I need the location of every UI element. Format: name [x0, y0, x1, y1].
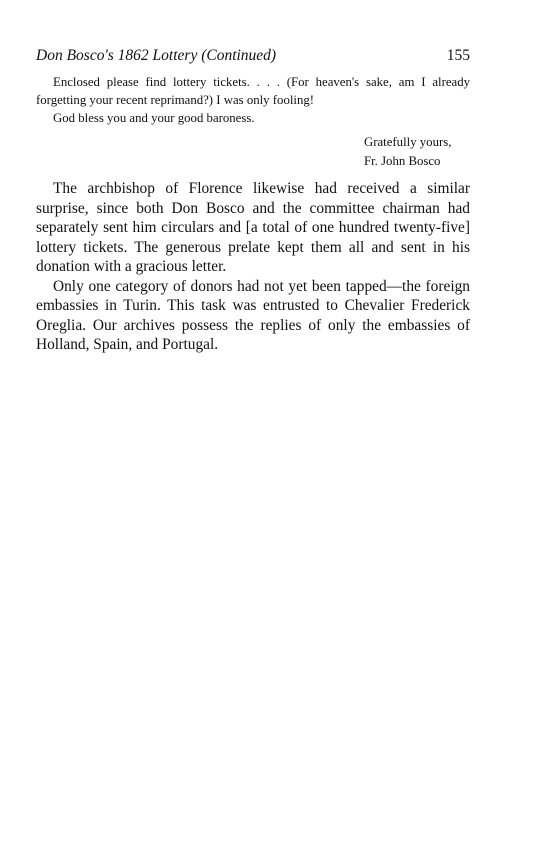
letter-paragraph: Enclosed please find lottery tickets. . . . (For heaven's sake, am I already forgetting your recent reprimand?) I was only fooling! [36, 75, 470, 107]
letter-paragraph: God bless you and your good baroness. [53, 111, 255, 125]
body-paragraph: Only one category of donors had not yet been tapped—the foreign embassies in Turin. This task was entrusted to Chevalier Frederick Oreglia. Our archives possess the replies of only the embassies of Holland, Spain, and Portugal. [36, 277, 470, 353]
letter-excerpt [36, 73, 470, 171]
letter-closing-block [36, 133, 464, 171]
letter-signature: Fr. John Bosco [364, 154, 441, 168]
body-paragraph: The archbishop of Florence likewise had received a similar surprise, since both Don Bosco and the committee chairman had separately sent him circulars and [a total of one hundred twenty-five] lottery tickets. The generous prelate kept them all and sent in his donation with a gracious letter. [36, 180, 470, 275]
letter-closing: Gratefully yours, [364, 135, 452, 149]
body-text [36, 179, 470, 355]
page-number: 155 [446, 47, 470, 64]
running-title: Don Bosco's 1862 Lottery (Continued) [36, 47, 277, 64]
running-head [36, 47, 470, 69]
